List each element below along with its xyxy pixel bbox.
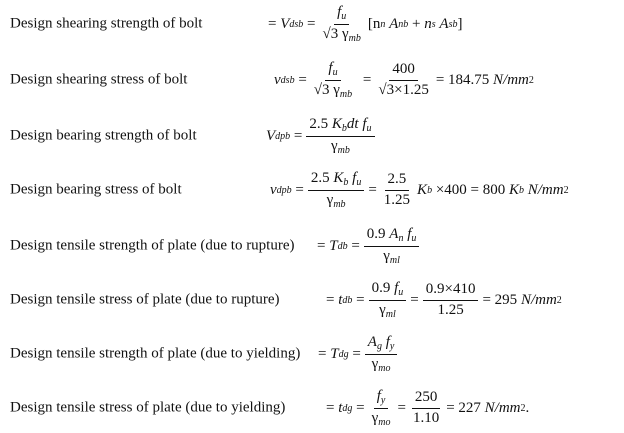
formula-row <box>0 166 624 214</box>
formula-label: Design bearing stress of bolt <box>10 181 182 198</box>
formula-row <box>0 112 624 160</box>
formula-expression: = T dg = $\frac{A_g f_y}{\gamma_{mo}}$ <box>318 334 401 374</box>
formula-expression: v dpb = $\frac{2.5 K_b f_u}{\gamma_{mb}}$ = $\frac{2.5}{1.25}$ K b ×400 = 800 K b N/mm 2 <box>270 170 569 210</box>
formula-label: Design bearing strength of bolt <box>10 127 197 144</box>
formula-expression: = t db = $\frac{0.9 f_u}{\gamma_{ml}}$ = $\frac{0.9\times 410}{1.25}$ = 295 N/mm 2 <box>326 280 562 320</box>
formula-expression: = T db = $\frac{0.9 A_n f_u}{\gamma_{ml}}$ <box>317 226 423 266</box>
formula-label: Design shearing strength of bolt <box>10 15 203 32</box>
formula-row <box>0 222 624 270</box>
formula-label: Design shearing stress of bolt <box>10 71 188 88</box>
formula-label: Design tensile strength of plate (due to rupture) <box>10 237 295 254</box>
formula-expression: V dpb = $\frac{2.5 K_bdt f_u}{\gamma_{mb}}$ <box>266 116 379 156</box>
formula-expression: v dsb = $\frac{f_u}{√3 \gamma_{mb}}$ = $\frac{400}{√3\times 1.25}$ = 184.75 N/mm 2 <box>274 60 534 100</box>
formula-row <box>0 56 624 104</box>
formula-expression: = V dsb = $\frac{f_u}{√3 \gamma_{mb}}$ [n n A nb + n s A sb ] <box>268 4 463 44</box>
formula-label: Design tensile stress of plate (due to rupture) <box>10 291 280 308</box>
formula-row <box>0 384 624 432</box>
formula-row <box>0 0 624 48</box>
formula-label: Design tensile stress of plate (due to yielding) <box>10 399 286 416</box>
formula-expression: = t dg = $\frac{f_y}{\gamma_{mo}}$ = $\frac{250}{1.10}$ = 227 N/mm 2 . <box>326 388 530 428</box>
formula-row <box>0 330 624 378</box>
formula-row <box>0 276 624 324</box>
formula-label: Design tensile strength of plate (due to yielding) <box>10 345 301 362</box>
